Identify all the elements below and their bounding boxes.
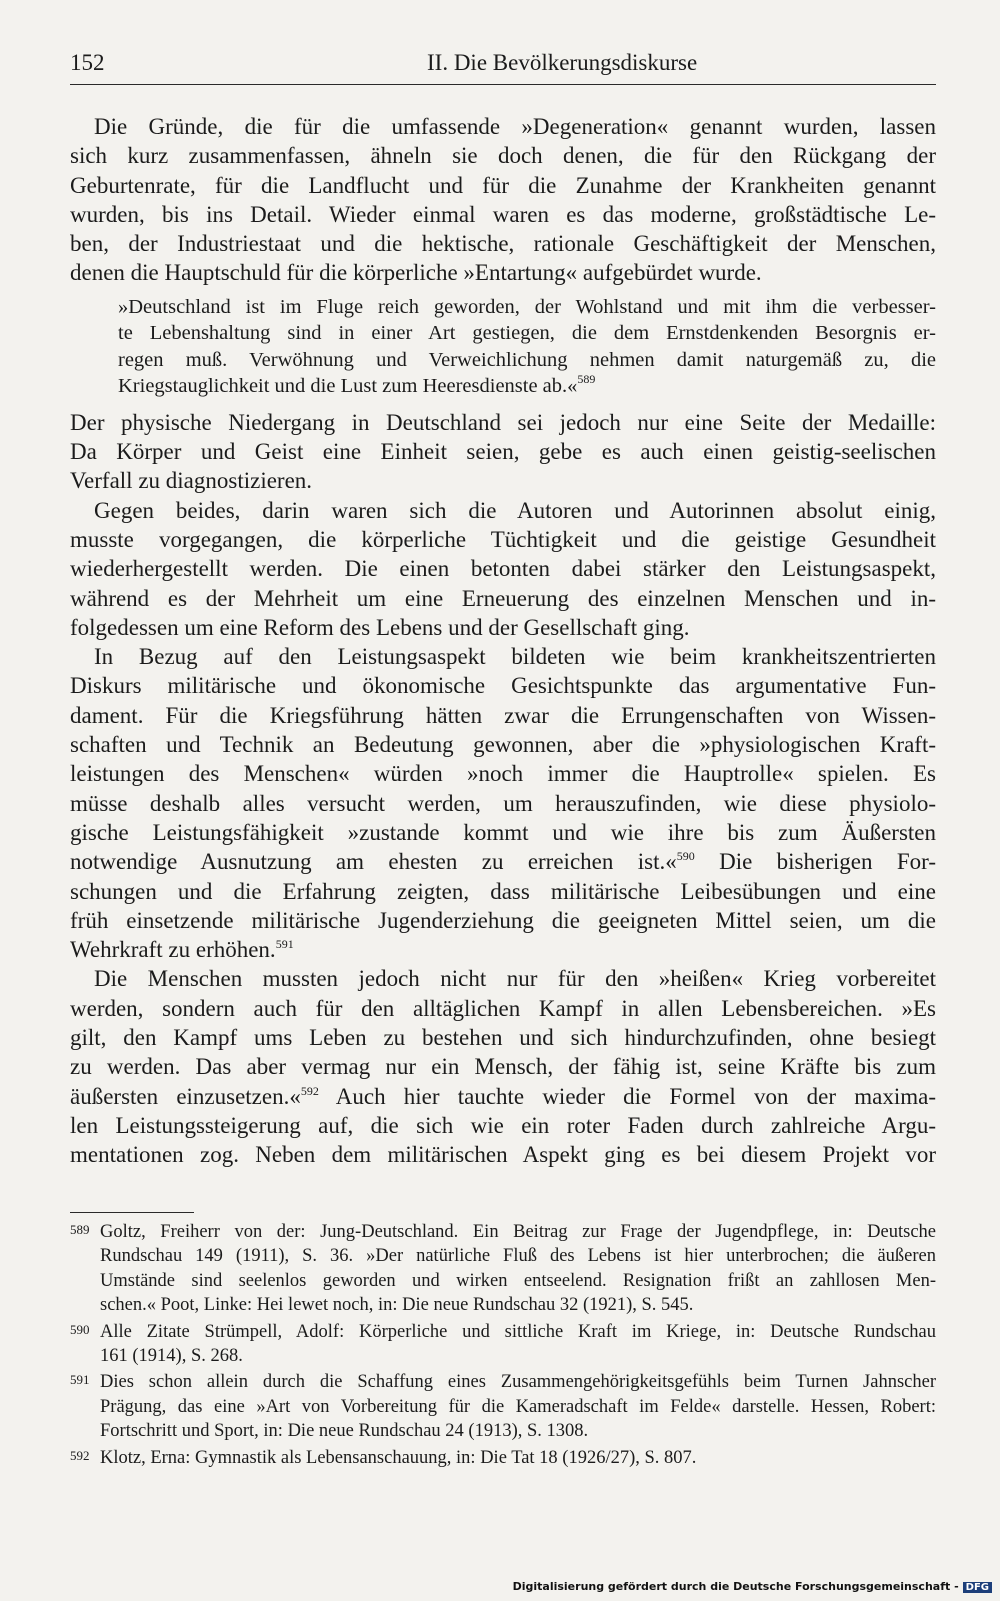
footnote-ref-589[interactable]: 589 (577, 373, 596, 387)
text-fragment: Auch hier tauchte wieder die Formel von der maxima- (318, 1083, 936, 1109)
text-line: werden, sondern auch für den alltäglichen Kampf in allen Lebensbereichen. »Es (70, 995, 936, 1021)
text-line: früh einsetzende militärische Jugenderziehung die geeigneten Mittel seien, um die (70, 907, 936, 933)
text-fragment: Die bisherigen For- (694, 849, 936, 875)
text-line: Gegen beides, darin waren sich die Autoren und Autorinnen absolut einig, (94, 497, 936, 523)
credit-text: Digitalisierung gefördert durch die Deutsche Forschungsgemeinschaft - (512, 1580, 959, 1593)
footnote-number: 589 (70, 1222, 90, 1237)
text-line: denen die Hauptschuld für die körperliche »Entartung« aufgebürdet wurde. (70, 260, 762, 286)
footnote-number: 590 (70, 1321, 90, 1337)
text-line: Geburtenrate, für die Landflucht und für die Zunahme der Krankheiten genannt (70, 172, 936, 198)
text-line: musste vorgegangen, die körperliche Tüchtigkeit und die geistige Gesundheit (70, 526, 936, 552)
footnote-ref-591[interactable]: 591 (275, 937, 294, 952)
text-line: Die Menschen mussten jedoch nicht nur für den »heißen« Krieg vorbereitet (94, 966, 936, 992)
paragraph-3 (70, 496, 936, 642)
text-line: gische Leistungsfähigkeit »zustande kommt und wie ihre bis zum Äußersten (70, 819, 936, 845)
text-line: wiederhergestellt werden. Die einen betonten dabei stärker den Leistungsaspekt, (70, 556, 936, 582)
footnote-line: Umstände sind seelenlos geworden und wirken entseelend. Resignation frißt an zahllosen Men- (100, 1270, 936, 1291)
text-line: folgedessen um eine Reform des Lebens und der Gesellschaft ging. (70, 614, 690, 640)
text-line: dament. Für die Kriegsführung hätten zwar die Errungenschaften von Wissen- (70, 702, 936, 728)
text-fragment: äußersten einzusetzen.« (70, 1083, 301, 1109)
quote-text: Kriegstauglichkeit und die Lust zum Heeresdienste ab.« (118, 375, 578, 398)
paragraph-5 (70, 964, 936, 1169)
text-line: müsse deshalb alles versucht werden, um herauszufinden, wie diese physiolo- (70, 790, 936, 816)
text-line: In Bezug auf den Leistungsaspekt bildeten wie beim krankheitszentrierten (94, 644, 936, 670)
text-line: mentationen zog. Neben dem militärischen Aspekt ging es bei diesem Projekt vor (70, 1142, 936, 1168)
text-line: Die Gründe, die für die umfassende »Degeneration« genannt wurden, lassen (94, 114, 936, 139)
quote-line: regen muß. Verwöhnung und Verweichlichung nehmen damit naturgemäß zu, die (118, 348, 936, 371)
footnote-line: Fortschritt und Sport, in: Die neue Rundschau 24 (1913), S. 1308. (100, 1421, 589, 1442)
footnote-line: Dies schon allein durch die Schaffung eines Zusammengehörigkeitsgefühls beim Turnen Jahnscher (100, 1372, 936, 1393)
text-line: Der physische Niedergang in Deutschland sei jedoch nur eine Seite der Medaille: (70, 409, 936, 435)
block-quote (118, 294, 936, 400)
footnote-line: Rundschau 149 (1911), S. 36. »Der natürliche Fluß des Lebens ist hier unterbrochen; die äußeren (100, 1246, 936, 1267)
text-line (70, 847, 936, 876)
text-line: schaften und Technik an Bedeutung gewonnen, aber die »physiologischen Kraft- (70, 732, 936, 758)
text-line (70, 935, 936, 964)
page-number: 152 (70, 50, 105, 75)
text-line: Diskurs militärische und ökonomische Gesichtspunkte das argumentative Fun- (70, 673, 936, 699)
text-line: Da Körper und Geist eine Einheit seien, gebe es auch einen geistig-seelischen (70, 439, 936, 465)
text-fragment: notwendige Ausnutzung am ehesten zu erreichen ist.« (70, 849, 677, 875)
text-line: wurden, bis ins Detail. Wieder einmal waren es das moderne, großstädtische Le- (70, 201, 936, 227)
text-line: ben, der Industriestaat und die hektische, rationale Geschäftigkeit der Menschen, (70, 231, 936, 257)
quote-line (118, 373, 936, 400)
text-line: schungen und die Erfahrung zeigten, dass militärische Leibesübungen und eine (70, 878, 936, 904)
paragraph-1 (70, 112, 936, 288)
footnote-line: Goltz, Freiherr von der: Jung-Deutschland. Ein Beitrag zur Frage der Jugendpflege, in: Deutsche (100, 1222, 936, 1242)
footnote-ref-590[interactable]: 590 (676, 849, 695, 864)
footnote-number: 592 (70, 1447, 90, 1463)
body-text (70, 112, 936, 1170)
footnote-line: Prägung, das eine »Art von Vorbereitung für die Kameradschaft im Felde« darstelle. Hessen, Robert: (100, 1396, 936, 1417)
footnote-592 (70, 1446, 936, 1470)
quote-line: te Lebenshaltung sind in einer Art gestiegen, die dem Ernstdenkenden Besorgnis er- (118, 322, 936, 345)
text-line: gilt, den Kampf ums Leben zu bestehen und sich hindurchzufinden, ohne besiegt (70, 1025, 936, 1051)
paragraph-2 (70, 408, 936, 496)
footnote-line: schen.« Poot, Linke: Hei lewet noch, in: Die neue Rundschau 32 (1921), S. 545. (100, 1295, 694, 1316)
text-line: während es der Mehrheit um eine Erneuerung des einzelnen Menschen und in- (70, 585, 936, 611)
footnote-line: Klotz, Erna: Gymnastik als Lebensanschauung, in: Die Tat 18 (1926/27), S. 807. (100, 1447, 697, 1468)
digitization-credit (513, 1580, 992, 1593)
text-line (70, 1082, 936, 1111)
text-line: zu werden. Das aber vermag nur ein Mensch, der fähig ist, seine Kräfte bis zum (70, 1054, 936, 1080)
text-line: sich kurz zusammenfassen, ähneln sie doch denen, die für den Rückgang der (70, 143, 936, 169)
running-head: II. Die Bevölkerungsdiskurse (427, 50, 698, 75)
text-fragment: Wehrkraft zu erhöhen. (70, 937, 276, 963)
footnotes (70, 1220, 936, 1472)
footnote-591 (70, 1370, 936, 1443)
footnote-number: 591 (70, 1372, 90, 1388)
quote-line: »Deutschland ist im Fluge reich geworden, der Wohlstand und mit ihm die verbesser- (118, 295, 936, 318)
text-line: len Leistungssteigerung auf, die sich wie ein roter Faden durch zahlreiche Argu- (70, 1112, 936, 1138)
text-line: leistungen des Menschen« würden »noch immer die Hauptrolle« spielen. Es (70, 761, 936, 787)
dfg-logo: DFG (963, 1582, 992, 1593)
footnote-590 (70, 1320, 936, 1369)
text-line: Verfall zu diagnostizieren. (70, 468, 313, 494)
footnote-ref-592[interactable]: 592 (300, 1083, 319, 1098)
footnote-589 (70, 1220, 936, 1318)
paragraph-4 (70, 642, 936, 964)
footnote-line: 161 (1914), S. 268. (100, 1345, 243, 1366)
footnote-divider (70, 1212, 194, 1213)
footnote-line: Alle Zitate Strümpell, Adolf: Körperliche und sittliche Kraft im Kriege, in: Deutsche Rundschau (100, 1321, 936, 1342)
page-header (70, 48, 936, 85)
